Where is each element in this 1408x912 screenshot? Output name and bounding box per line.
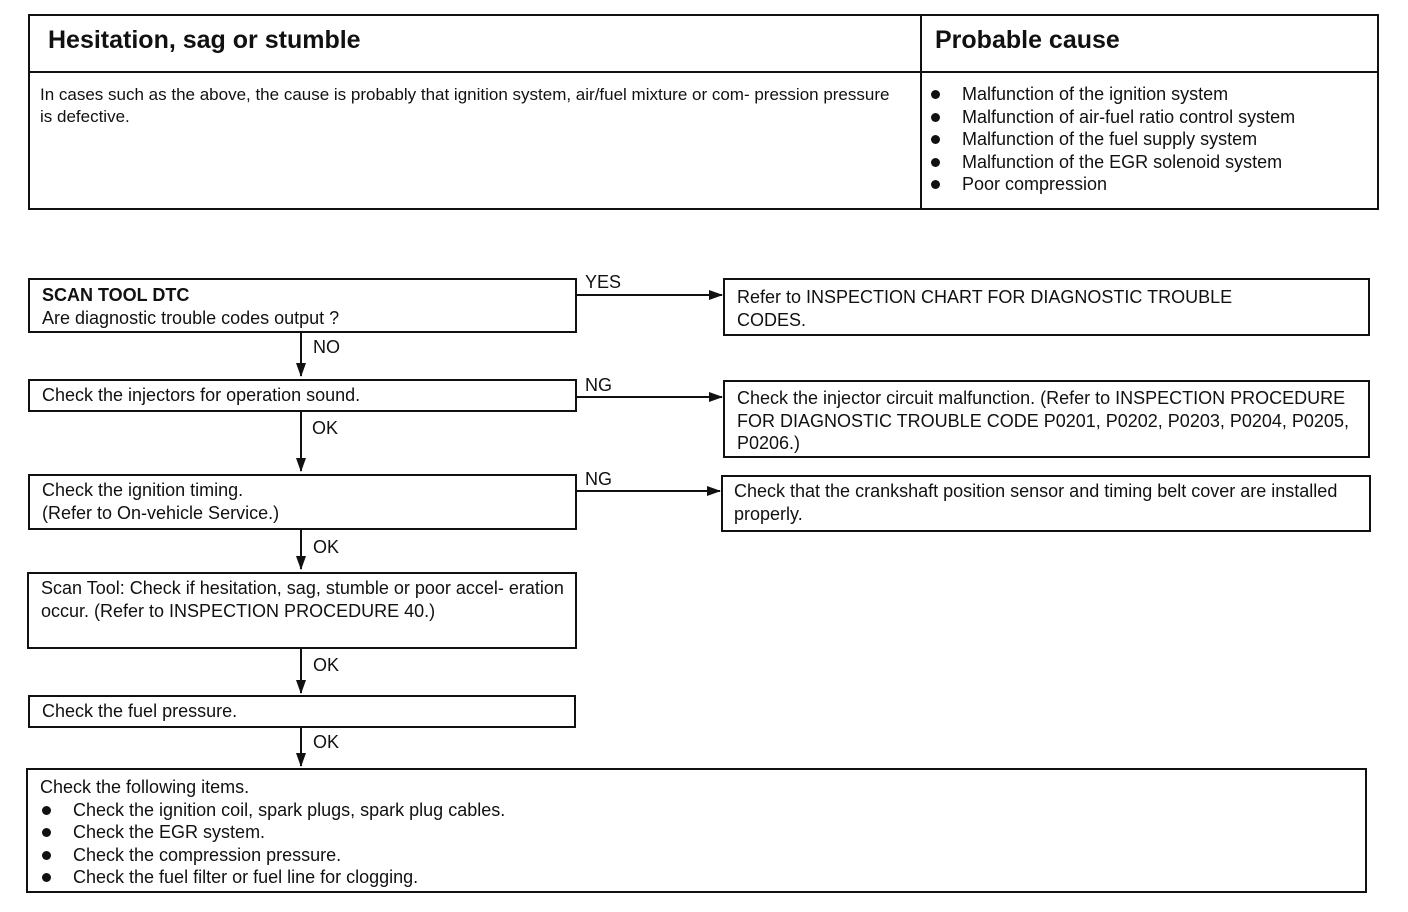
injector-sound-check-box [28, 379, 577, 412]
dtc-chart-reference-text: Refer to INSPECTION CHART FOR DIAGNOSTIC TROUBLE CODES. [737, 287, 1233, 330]
ignition-timing-box [28, 474, 577, 530]
dtc-chart-reference-box [723, 278, 1370, 336]
cause-item: Malfunction of the ignition system [930, 83, 1295, 106]
ok-label-timing: OK [313, 537, 340, 557]
fuel-pressure-text: Check the fuel pressure. [42, 701, 238, 721]
ng-label-timing: NG [585, 469, 612, 489]
final-check-item: Check the ignition coil, spark plugs, spark plug cables. [40, 799, 1353, 822]
symptom-heading: Hesitation, sag or stumble [48, 26, 361, 54]
scan-tool-dtc-box [28, 278, 577, 333]
no-label: NO [313, 337, 340, 357]
ok-label-injectors: OK [312, 418, 339, 438]
final-check-item: Check the fuel filter or fuel line for clogging. [40, 866, 1353, 889]
scan-tool-dtc-title: SCAN TOOL DTC [42, 285, 190, 305]
crankshaft-sensor-text: Check that the crankshaft position sensor and timing belt cover are installed properly. [734, 481, 1338, 524]
symptom-description: In cases such as the above, the cause is probably that ignition system, air/fuel mixture or com- pression pressure is defective. [40, 85, 890, 126]
final-check-item: Check the compression pressure. [40, 844, 1353, 867]
scan-tool-hesitation-box [27, 572, 577, 649]
ng-label-injectors: NG [585, 375, 612, 395]
final-check-box [26, 768, 1367, 893]
final-check-item: Check the EGR system. [40, 821, 1353, 844]
yes-label: YES [585, 272, 622, 292]
crankshaft-sensor-box [721, 475, 1371, 532]
cause-item: Malfunction of the fuel supply system [930, 128, 1295, 151]
ok-label-fuel-pressure: OK [313, 732, 340, 752]
injector-circuit-text: Check the injector circuit malfunction. (Refer to INSPECTION PROCEDURE FOR DIAGNOSTIC TROUBLE CODE P0201, P0202, P0203, P0204, P0205, P0206.) [737, 388, 1349, 453]
injector-circuit-box [723, 380, 1370, 458]
injector-sound-check-text: Check the injectors for operation sound. [42, 385, 361, 405]
scan-tool-dtc-question: Are diagnostic trouble codes output ? [42, 307, 340, 328]
cause-item: Poor compression [930, 173, 1295, 196]
probable-cause-heading: Probable cause [935, 26, 1120, 54]
final-check-heading: Check the following items. [40, 777, 250, 797]
ignition-timing-reference: (Refer to On-vehicle Service.) [42, 502, 280, 523]
final-check-list [40, 799, 1353, 889]
ok-label-scan-tool: OK [313, 655, 340, 675]
scan-tool-hesitation-text: Scan Tool: Check if hesitation, sag, stumble or poor accel- eration occur. (Refer to INSPECTION PROCEDURE 40.) [41, 578, 564, 621]
fuel-pressure-box [28, 695, 576, 728]
cause-item: Malfunction of the EGR solenoid system [930, 151, 1295, 174]
cause-item: Malfunction of air-fuel ratio control system [930, 106, 1295, 129]
ignition-timing-text: Check the ignition timing. [42, 480, 244, 500]
